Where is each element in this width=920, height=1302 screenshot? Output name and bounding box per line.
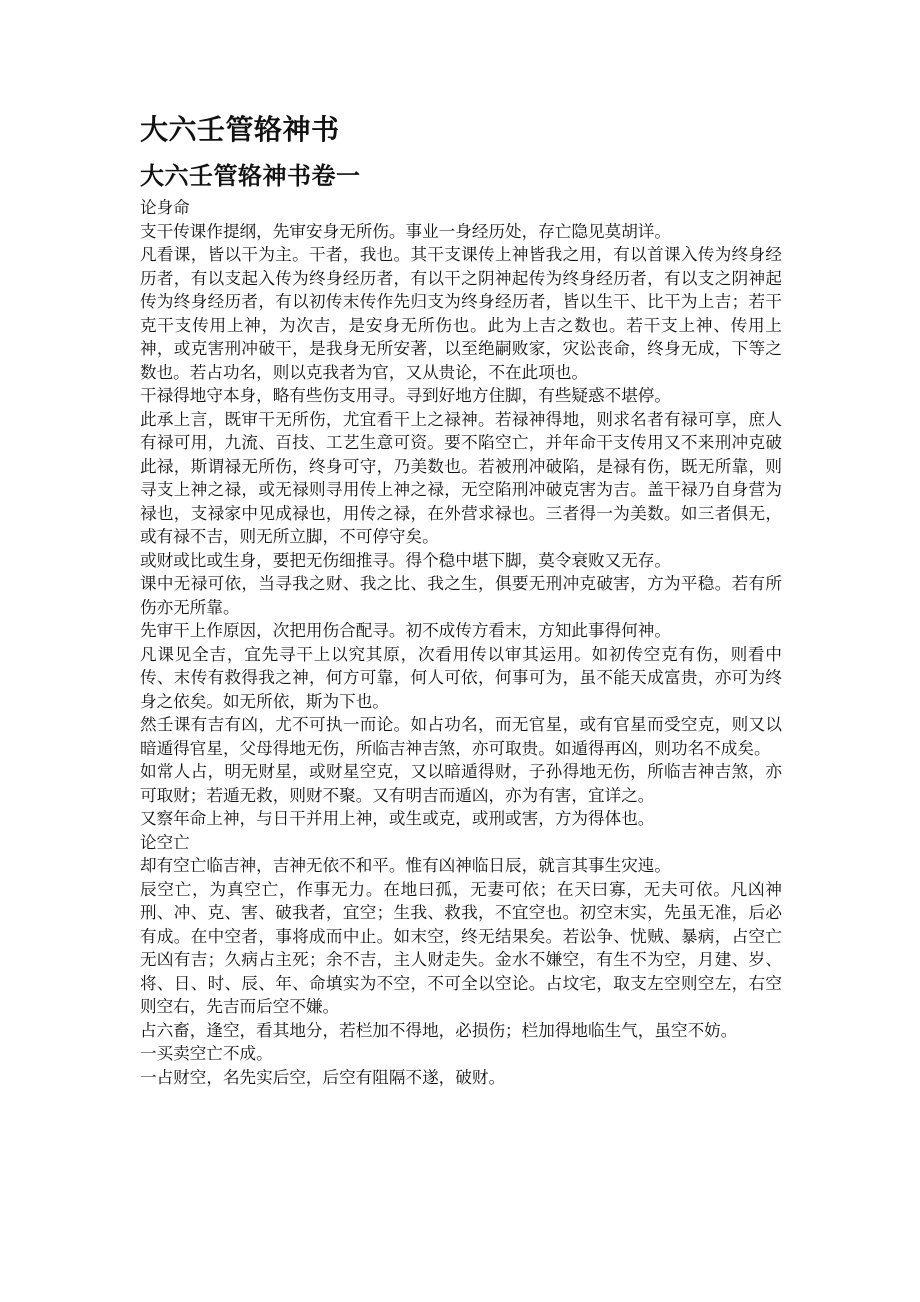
body-paragraph: 一买卖空亡不成。 xyxy=(140,1044,273,1063)
verse-paragraph: 先审干上作原因，次把用伤合配寻。初不成传方看末，方知此事得何神。 xyxy=(140,621,671,640)
body-paragraph: 辰空亡，为真空亡，作事无力。在地曰孤，无妻可依；在天曰寡，无夫可依。凡凶神刑、冲、克、害、破我者，宜空；生我、救我，不宜空也。初空末实，先虽无准，后必有成。在中空者，事将成而中止。如末空，终无结果矣。若讼争、忧贼、暴病，占空亡无凶有吉；久病占主死；余不吉，主人财走失。金水不嫌空，有生不为空，月建、岁、将、日、时、辰、年、命填实为不空，不可全以空论。占坟宅，取支左空则空左，右空则空右，先吉而后空不嫌。 xyxy=(140,879,782,1016)
verse-paragraph: 支干传课作提纲，先审安身无所伤。事业一身经历处，存亡隐见莫胡详。 xyxy=(140,221,671,241)
document-body xyxy=(140,196,782,1089)
body-paragraph: 然壬课有吉有凶，尤不可执一而论。如占功名，而无官星，或有官星而受空克，则又以暗遁得官星，父母得地无伤，所临吉神吉煞，亦可取贵。如遁得再凶，则功名不成矣。 xyxy=(140,715,782,758)
body-paragraph: 又察年命上神，与日干并用上神，或生或克，或刑或害，方为得体也。 xyxy=(140,809,655,828)
body-paragraph: 课中无禄可依，当寻我之财、我之比、我之生，俱要无刑冲克破害，方为平稳。若有所伤亦无所靠。 xyxy=(140,574,782,617)
body-paragraph: 此承上言，既审干无所伤，尤宜看干上之禄神。若禄神得地，则求名者有禄可享，庶人有禄可用，九流、百技、工艺生意可资。要不陷空亡，并年命干支传用又不来刑冲克破此禄，斯谓禄无所伤，终身可守，乃美数也。若被刑冲破陷，是禄有伤，既无所靠，则寻支上神之禄，或无禄则寻用传上神之禄，无空陷刑冲破克害为吉。盖干禄乃自身营为禄也，支禄家中见成禄也，用传之禄，在外营求禄也。三者得一为美数。如三者俱无，或有禄不吉，则无所立脚，不可停守矣。 xyxy=(140,409,782,546)
verse-paragraph: 干禄得地守本身，略有些伤支用寻。寻到好地方住脚，有些疑惑不堪停。 xyxy=(140,386,671,405)
body-paragraph: 凡课见全吉，宜先寻干上以究其原，次看用传以审其运用。如初传空克有伤，则看中传、末传有救得我之神，何方可靠，何人可依，何事可为，虽不能天成富贵，亦可为终身之依矣。如无所依，斯为下也。 xyxy=(140,644,782,711)
body-paragraph: 一占财空，名先实后空，后空有阻隔不遂，破财。 xyxy=(140,1067,506,1087)
volume-title: 大六壬管辂神书卷一 xyxy=(140,161,361,190)
body-paragraph: 如常人占，明无财星，或财星空克，又以暗遁得财，子孙得地无伤，所临吉神吉煞，亦可取财；若遁无救，则财不聚。又有明吉而遁凶，亦为有害，宜详之。 xyxy=(140,762,782,805)
section-heading-body: 论身命 xyxy=(140,198,190,217)
verse-paragraph: 或财或比或生身，要把无伤细推寻。得个稳中堪下脚，莫令衰败又无存。 xyxy=(140,550,671,570)
body-paragraph: 占六畜，逢空，看其地分，若栏加不得地，必损伤；栏加得地临生气，虽空不妨。 xyxy=(140,1020,738,1040)
section-heading-void: 论空亡 xyxy=(140,832,190,852)
body-paragraph: 凡看课，皆以干为主。干者，我也。其干支课传上神皆我之用，有以首课入传为终身经历者，有以支起入传为终身经历者，有以干之阴神起传为终身经历者，有以支之阴神起传为终身经历者，有以初传末传作先归支为终身经历者，皆以生干、比干为上吉；若干克干支传用上神，为次吉，是安身无所伤也。此为上吉之数也。若干支上神、传用上神，或克害刑冲破干，是我身无所安著，以至绝嗣败家，灾讼丧命，终身无成，下等之数也。若占功名，则以克我者为官，又从贵论，不在此项也。 xyxy=(140,245,782,382)
document-title: 大六壬管辂神书 xyxy=(140,113,340,146)
verse-paragraph: 却有空亡临吉神，吉神无依不和平。惟有凶神临日辰，就言其事生灾迍。 xyxy=(140,856,671,875)
document-page xyxy=(140,110,782,1089)
